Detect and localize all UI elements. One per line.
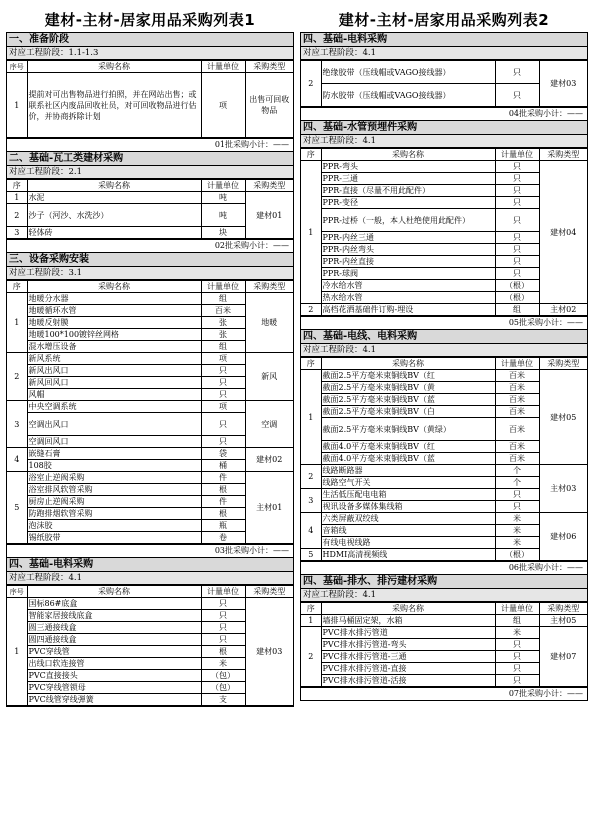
purchase-table	[7, 60, 293, 138]
purchase-type: 建材01	[245, 192, 293, 239]
unit: 只	[201, 634, 245, 646]
column-header: 采购名称	[27, 61, 201, 73]
section-title: 四、基础-电料采购	[7, 558, 293, 572]
row-number: 3	[7, 227, 27, 239]
row-number: 2	[301, 627, 321, 687]
unit: 只	[495, 639, 539, 651]
item-name: 新风出风口	[27, 365, 201, 377]
row-number: 3	[301, 489, 321, 513]
item-name: 地暖循环水管	[27, 305, 201, 317]
stage-label: 对应工程阶段：4.1	[7, 572, 293, 585]
row-number: 4	[7, 448, 27, 472]
purchase-type: 新风	[245, 353, 293, 401]
batch-subtotal: 05批采购小计：——	[301, 316, 587, 329]
stage-label: 对应工程阶段：4.1	[301, 47, 587, 60]
table-row	[301, 615, 587, 627]
item-name: 风帽	[27, 389, 201, 401]
item-name: PVC排水排污管道	[321, 627, 495, 639]
column-header: 计量单位	[201, 180, 245, 192]
item-name: 混水增压设备	[27, 341, 201, 353]
section	[300, 329, 588, 574]
unit: 只	[201, 598, 245, 610]
section	[6, 252, 294, 557]
unit: 只	[495, 161, 539, 173]
batch-subtotal: 03批采购小计：——	[7, 544, 293, 557]
purchase-type: 主材05	[539, 615, 587, 627]
purchase-type: 建材07	[539, 627, 587, 687]
table-row	[301, 61, 587, 84]
unit: 只	[201, 389, 245, 401]
purchase-type: 建材05	[539, 370, 587, 465]
batch-subtotal: 01批采购小计：——	[7, 138, 293, 151]
item-name: 圆三通接线盒	[27, 622, 201, 634]
unit: 只	[201, 377, 245, 389]
column-header: 采购名称	[321, 149, 495, 161]
unit: 桶	[201, 460, 245, 472]
item-name: PVC排水排污管道-弯头	[321, 639, 495, 651]
purchase-type: 建材06	[539, 513, 587, 561]
unit: 百米	[495, 418, 539, 441]
item-name: PPR-内丝三通	[321, 232, 495, 244]
unit: 百米	[201, 305, 245, 317]
purchase-list-1	[6, 8, 294, 707]
unit: （包）	[201, 682, 245, 694]
stage-label: 对应工程阶段：4.1	[301, 135, 587, 148]
column-header: 计量单位	[495, 358, 539, 370]
purchase-type: 地暖	[245, 293, 293, 353]
unit: 吨	[201, 192, 245, 204]
table-row	[7, 598, 293, 610]
purchase-list-2	[300, 8, 588, 701]
table-row	[301, 304, 587, 316]
item-name: 沙子（河沙、水洗沙）	[27, 204, 201, 227]
item-name: 六类屏蔽双绞线	[321, 513, 495, 525]
unit: （根）	[495, 280, 539, 292]
item-name: 浴室止逆阀采购	[27, 472, 201, 484]
purchase-type: 建材02	[245, 448, 293, 472]
column-header: 采购类型	[245, 61, 293, 73]
stage-label: 对应工程阶段：4.1	[301, 589, 587, 602]
item-name: 防水胶带（压线帽或VAGO接线器）	[321, 84, 495, 107]
row-number: 1	[301, 615, 321, 627]
item-name: 108胶	[27, 460, 201, 472]
column-header: 采购类型	[539, 149, 587, 161]
item-name: 截面2.5平方毫米束铜线BV（黄	[321, 382, 495, 394]
unit: 项	[201, 353, 245, 365]
row-number: 2	[301, 61, 321, 107]
unit: 只	[495, 61, 539, 84]
unit: 米	[201, 658, 245, 670]
unit: 个	[495, 477, 539, 489]
batch-subtotal: 06批采购小计：——	[301, 561, 587, 574]
unit: （根）	[495, 292, 539, 304]
row-number: 3	[7, 401, 27, 448]
item-name: 国标86#底盒	[27, 598, 201, 610]
unit: 只	[495, 244, 539, 256]
column-header: 序	[301, 603, 321, 615]
column-header: 采购名称	[321, 603, 495, 615]
unit: 只	[495, 84, 539, 107]
table-row	[7, 472, 293, 484]
unit: 吨	[201, 204, 245, 227]
unit: 组	[495, 304, 539, 316]
item-name: 嵌缝石膏	[27, 448, 201, 460]
purchase-table	[301, 357, 587, 561]
table-row	[301, 370, 587, 382]
section-title: 四、基础-电线、电料采购	[301, 330, 587, 344]
table-row	[7, 448, 293, 460]
section-title: 三、设备采购安装	[7, 253, 293, 267]
unit: 只	[495, 501, 539, 513]
item-name: 锡纸胶带	[27, 532, 201, 544]
item-name: 截面2.5平方毫米束铜线BV（黄绿）	[321, 418, 495, 441]
unit: 百米	[495, 382, 539, 394]
unit: 只	[201, 413, 245, 436]
column-header: 计量单位	[201, 586, 245, 598]
section	[6, 557, 294, 707]
item-name: 空调回风口	[27, 436, 201, 448]
item-name: 泡沫胶	[27, 520, 201, 532]
sections-right	[300, 32, 588, 701]
unit: 组	[201, 293, 245, 305]
item-name: 防跑排烟软管采购	[27, 508, 201, 520]
row-number: 2	[301, 304, 321, 316]
item-name: 地暖分水器	[27, 293, 201, 305]
item-name: 截面2.5平方毫米束铜线BV（蓝	[321, 394, 495, 406]
section	[6, 151, 294, 252]
header-row	[301, 603, 587, 615]
item-name: 地暖100*100镀锌丝网格	[27, 329, 201, 341]
item-name: 浴室排风软管采购	[27, 484, 201, 496]
table-row	[301, 627, 587, 639]
purchase-type: 空调	[245, 401, 293, 448]
item-name: 线路空气开关	[321, 477, 495, 489]
table-row	[7, 293, 293, 305]
item-name: 出线口软连接管	[27, 658, 201, 670]
unit: 支	[201, 694, 245, 706]
unit: 米	[495, 525, 539, 537]
item-name: PPR-球阀	[321, 268, 495, 280]
row-number: 4	[301, 513, 321, 549]
unit: 张	[201, 317, 245, 329]
purchase-type: 建材03	[539, 61, 587, 107]
header-row	[7, 281, 293, 293]
row-number: 2	[7, 353, 27, 401]
item-name: PVC穿线管	[27, 646, 201, 658]
item-name: 新风回风口	[27, 377, 201, 389]
item-name: PVC排水排污管道-活接	[321, 675, 495, 687]
unit: 组	[201, 341, 245, 353]
item-name: 空调出风口	[27, 413, 201, 436]
item-name: 绝缘胶带（压线帽或VAGO接线器）	[321, 61, 495, 84]
item-name: 中央空调系统	[27, 401, 201, 413]
table-row	[301, 465, 587, 477]
item-name: PVC直接接头	[27, 670, 201, 682]
item-name: 截面2.5平方毫米束铜线BV（红	[321, 370, 495, 382]
section	[6, 32, 294, 151]
item-name: 水泥	[27, 192, 201, 204]
section-title: 二、基础-瓦工类建材采购	[7, 152, 293, 166]
unit: 百米	[495, 370, 539, 382]
unit: 只	[495, 675, 539, 687]
unit: 只	[201, 365, 245, 377]
purchase-table	[301, 60, 587, 107]
unit: 米	[495, 513, 539, 525]
column-header: 计量单位	[495, 149, 539, 161]
unit: 百米	[495, 453, 539, 465]
item-name: PPR-内丝直接	[321, 256, 495, 268]
column-header: 采购类型	[245, 586, 293, 598]
section-title: 四、基础-排水、排污建材采购	[301, 575, 587, 589]
column-header: 采购类型	[539, 603, 587, 615]
unit: 件	[201, 472, 245, 484]
column-header: 采购类型	[539, 358, 587, 370]
unit: 百米	[495, 394, 539, 406]
unit: （根）	[495, 549, 539, 561]
column-header: 序号	[7, 586, 27, 598]
unit: 只	[201, 622, 245, 634]
unit: 只	[495, 268, 539, 280]
unit: （包）	[201, 670, 245, 682]
table-row	[7, 401, 293, 413]
purchase-table	[7, 179, 293, 239]
item-name: 新风系统	[27, 353, 201, 365]
item-name: PPR-过桥（一般，本人杜绝使用此配件）	[321, 209, 495, 232]
batch-subtotal: 07批采购小计：——	[301, 687, 587, 700]
purchase-type: 主材01	[245, 472, 293, 544]
row-number: 1	[301, 161, 321, 304]
unit: 只	[495, 197, 539, 209]
unit: 百米	[495, 406, 539, 418]
unit: 只	[495, 651, 539, 663]
item-name: 视讯设备多媒体集线箱	[321, 501, 495, 513]
item-name: PVC排水排污管道-三通	[321, 651, 495, 663]
item-name: PPR-内丝弯头	[321, 244, 495, 256]
unit: 件	[201, 496, 245, 508]
purchase-table	[301, 602, 587, 687]
item-name: 厨房止逆阀采购	[27, 496, 201, 508]
item-name: 高档花洒基础件订购-埋设	[321, 304, 495, 316]
header-row	[301, 149, 587, 161]
unit: 块	[201, 227, 245, 239]
unit: 袋	[201, 448, 245, 460]
stage-label: 对应工程阶段：3.1	[7, 267, 293, 280]
unit: 根	[201, 484, 245, 496]
unit: 百米	[495, 441, 539, 453]
row-number: 1	[7, 192, 27, 204]
unit: 米	[495, 537, 539, 549]
purchase-table	[7, 585, 293, 706]
purchase-table	[7, 280, 293, 544]
purchase-type: 主材02	[539, 304, 587, 316]
purchase-type: 出售可回收物品	[245, 73, 293, 138]
purchase-type: 建材04	[539, 161, 587, 304]
column-header: 计量单位	[201, 281, 245, 293]
unit: 项	[201, 73, 245, 138]
row-number: 5	[301, 549, 321, 561]
table-row	[301, 161, 587, 173]
unit: 只	[495, 663, 539, 675]
row-number: 1	[7, 598, 27, 706]
item-name: PPR-三通	[321, 173, 495, 185]
page-title-left: 建材-主材-居家用品采购列表1	[44, 11, 256, 29]
item-name: 有线电视线路	[321, 537, 495, 549]
unit: 张	[201, 329, 245, 341]
header-row	[7, 61, 293, 73]
header-row	[7, 586, 293, 598]
unit: 只	[495, 256, 539, 268]
unit: 个	[495, 465, 539, 477]
unit: 只	[495, 173, 539, 185]
item-name: 圆四通接线盒	[27, 634, 201, 646]
row-number: 1	[301, 370, 321, 465]
stage-label: 对应工程阶段：1.1-1.3	[7, 47, 293, 60]
column-header: 序号	[7, 61, 27, 73]
table-row	[7, 73, 293, 138]
item-name: 截面4.0平方毫米束铜线BV（红	[321, 441, 495, 453]
column-header: 采购类型	[245, 281, 293, 293]
item-name: 冷水给水管	[321, 280, 495, 292]
purchase-type: 建材03	[245, 598, 293, 706]
row-number: 2	[301, 465, 321, 489]
item-name: 提前对可出售物品进行拍照，并在网站出售；或联系社区内废品回收社员，对可回收物品进行估价，并协商拆除计划	[27, 73, 201, 138]
unit: 组	[495, 615, 539, 627]
section	[300, 32, 588, 120]
table-row	[7, 192, 293, 204]
item-name: PPR-变径	[321, 197, 495, 209]
column-header: 采购名称	[27, 180, 201, 192]
item-name: 音箱线	[321, 525, 495, 537]
column-header: 计量单位	[495, 603, 539, 615]
item-name: PVC穿线管锁母	[27, 682, 201, 694]
item-name: 生活低压配电电箱	[321, 489, 495, 501]
item-name: 地暖反射膜	[27, 317, 201, 329]
purchase-table	[301, 148, 587, 316]
item-name: 线路断路器	[321, 465, 495, 477]
column-header: 序	[301, 358, 321, 370]
unit: 只	[201, 436, 245, 448]
unit: 只	[495, 209, 539, 232]
table-row	[301, 513, 587, 525]
page-title-right: 建材-主材-居家用品采购列表2	[338, 11, 550, 29]
row-number: 1	[7, 293, 27, 353]
table-row	[7, 353, 293, 365]
item-name: 智能家居接线底盒	[27, 610, 201, 622]
item-name: PPR-弯头	[321, 161, 495, 173]
column-header: 序	[7, 180, 27, 192]
item-name: 截面2.5平方毫米束铜线BV（白	[321, 406, 495, 418]
stage-label: 对应工程阶段：4.1	[301, 344, 587, 357]
row-number: 5	[7, 472, 27, 544]
column-header: 采购类型	[245, 180, 293, 192]
item-name: 墙排马桶固定架，水箱	[321, 615, 495, 627]
unit: 瓶	[201, 520, 245, 532]
sections-left	[6, 32, 294, 707]
unit: 米	[495, 627, 539, 639]
unit: 只	[201, 610, 245, 622]
purchase-type: 主材03	[539, 465, 587, 513]
column-header: 采购名称	[27, 586, 201, 598]
unit: 根	[201, 508, 245, 520]
section	[300, 574, 588, 701]
column-header: 采购名称	[27, 281, 201, 293]
section-title: 四、基础-水管预埋件采购	[301, 121, 587, 135]
unit: 只	[495, 232, 539, 244]
header-row	[7, 180, 293, 192]
unit: 只	[495, 489, 539, 501]
item-name: 轻体砖	[27, 227, 201, 239]
unit: 只	[495, 185, 539, 197]
section	[300, 120, 588, 329]
item-name: PVC排水排污管道-直接	[321, 663, 495, 675]
stage-label: 对应工程阶段：2.1	[7, 166, 293, 179]
unit: 卷	[201, 532, 245, 544]
header-row	[301, 358, 587, 370]
section-title: 一、准备阶段	[7, 33, 293, 47]
batch-subtotal: 02批采购小计：——	[7, 239, 293, 252]
item-name: PVC线管穿线弹簧	[27, 694, 201, 706]
item-name: 热水给水管	[321, 292, 495, 304]
unit: 项	[201, 401, 245, 413]
column-header: 序	[7, 281, 27, 293]
batch-subtotal: 04批采购小计：——	[301, 107, 587, 120]
row-number: 2	[7, 204, 27, 227]
section-title: 四、基础-电料采购	[301, 33, 587, 47]
item-name: 截面4.0平方毫米束铜线BV（蓝	[321, 453, 495, 465]
column-header: 计量单位	[201, 61, 245, 73]
unit: 根	[201, 646, 245, 658]
column-header: 采购名称	[321, 358, 495, 370]
row-number: 1	[7, 73, 27, 138]
item-name: PPR-直接（尽量不用此配件）	[321, 185, 495, 197]
item-name: HDMI高清视频线	[321, 549, 495, 561]
column-header: 序	[301, 149, 321, 161]
